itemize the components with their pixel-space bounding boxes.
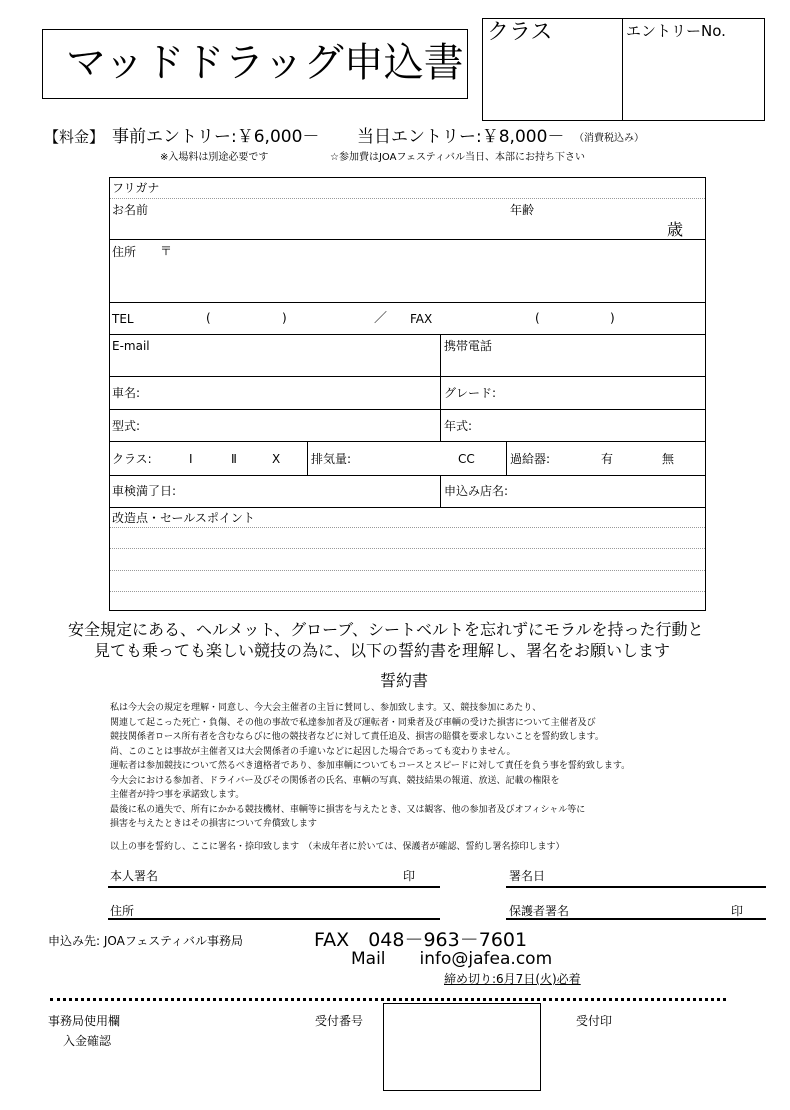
row-divider <box>109 239 706 240</box>
class-entry-divider <box>622 18 623 121</box>
cc-unit: CC <box>458 452 475 466</box>
tel-paren-open: ( <box>206 311 211 325</box>
page-title: マッドドラッグ申込書 <box>66 40 464 86</box>
office-use-label: 事務局使用欄 <box>48 1014 121 1028</box>
signer-address-label: 住所 <box>110 904 135 918</box>
guardian-seal-mark: 印 <box>731 904 744 918</box>
row-divider <box>109 334 706 335</box>
row-divider <box>109 409 706 410</box>
furigana-label: フリガナ <box>112 181 160 195</box>
class-option-3: X <box>272 452 281 466</box>
row-divider <box>109 441 706 442</box>
class-label: クラス <box>487 20 553 45</box>
deadline: 締め切り:6月7日(火)必着 <box>444 972 581 986</box>
guardian-signature-line <box>506 918 766 920</box>
application-form <box>109 177 706 611</box>
col-divider <box>506 441 507 475</box>
modifications-line <box>110 548 705 549</box>
self-seal-mark: 印 <box>403 869 416 883</box>
sign-date-line <box>506 886 766 888</box>
supercharger-label: 過給器: <box>510 452 551 466</box>
fee-note-payment: ☆参加費はJOAフェスティバル当日、本部にお持ち下さい <box>330 152 585 163</box>
age-label: 年齢 <box>510 203 535 217</box>
modifications-line <box>110 527 705 528</box>
age-unit: 歳 <box>667 220 684 239</box>
receipt-no-label: 受付番号 <box>315 1014 364 1028</box>
pledge-line: 尚、このことは事故が主催者又は大会関係者の手違いなどに起因した場合であっても変わりません。 <box>110 746 516 757</box>
displacement-label: 排気量: <box>311 452 352 466</box>
pledge-line: 主催者が持つ事を承諾致します。 <box>110 790 245 800</box>
name-label: お名前 <box>112 203 149 217</box>
pledge-line: 競技関係者ロース所有者を含むならびに他の競技者などに対して責任追及、損害の賠償を要求しないことを誓約致します。 <box>110 732 604 742</box>
postal-mark: 〒 <box>160 244 173 258</box>
modifications-line <box>110 591 705 592</box>
supercharger-yes: 有 <box>601 452 614 466</box>
row-divider <box>109 507 706 508</box>
fax-label: FAX <box>410 312 433 326</box>
contact-fax: FAX 048－963－7601 <box>314 929 528 951</box>
supercharger-no: 無 <box>662 452 675 466</box>
pledge-line: 私は今大会の規定を理解・同意し、今大会主催者の主旨に賛同し、参加致します。又、競技参加にあたり、 <box>110 703 542 713</box>
guardian-signature-label: 保護者署名 <box>509 904 570 918</box>
pledge-body <box>110 701 630 832</box>
receipt-no-box <box>383 1003 541 1091</box>
class-option-2: Ⅱ <box>231 452 237 466</box>
fax-paren-open: ( <box>535 311 540 325</box>
inspection-date-label: 車検満了日: <box>112 484 177 498</box>
entry-no-label: エントリーNo. <box>626 22 726 40</box>
fee-note-admission: ※入場料は別途必要です <box>160 152 269 163</box>
pledge-line: 今大会における参加者、ドライバー及びその関係者の氏名、車輌の写真、競技結果の報道、放送、記載の権限を <box>110 775 560 786</box>
class-option-1: Ⅰ <box>189 452 193 466</box>
grade-label: グレード: <box>444 386 497 400</box>
contact-mail: Mail info@jafea.com <box>351 949 553 969</box>
col-divider <box>440 334 441 441</box>
car-name-label: 車名: <box>112 386 141 400</box>
modifications-label: 改造点・セールスポイント <box>112 511 255 525</box>
pledge-closing: 以上の事を誓約し、ここに署名・捺印致します （未成年者に於いては、保護者が確認、誓約し署名捺印します） <box>110 842 565 852</box>
tel-label: TEL <box>112 312 134 326</box>
col-divider <box>307 441 308 475</box>
furigana-underline <box>110 198 705 199</box>
pledge-line: 運転者は参加競技について然るべき適格者であり、参加車輌についてもコースとスピードに対して責任を負う事を誓約致します。 <box>110 761 631 771</box>
fee-same-day: 当日エントリー:￥8,000－ <box>357 127 565 147</box>
safety-line-1: 安全規定にある、ヘルメット、グローブ、シートベルトを忘れずにモラルを持った行動と <box>68 620 704 639</box>
class-field-label: クラス: <box>112 452 152 466</box>
email-label: E-mail <box>112 339 150 353</box>
tel-fax-slash: ／ <box>374 311 388 326</box>
row-divider <box>109 376 706 377</box>
sign-date-label: 署名日 <box>509 869 546 883</box>
pledge-line: 損害を与えたときはその損害について弁償致します <box>110 819 317 829</box>
pledge-line: 最後に私の過失で、所有にかかる競技機材、車輌等に損害を与えたとき、又は観客、他の参加者及びオフィシャル等に <box>110 804 586 815</box>
receipt-seal-label: 受付印 <box>576 1014 613 1028</box>
fee-advance: 事前エントリー:￥6,000－ <box>112 127 320 147</box>
cut-line <box>50 998 726 1001</box>
safety-line-2: 見ても乗っても楽しい競技の為に、以下の誓約書を理解し、署名をお願いします <box>94 641 671 660</box>
shop-name-label: 申込み店名: <box>444 484 509 498</box>
model-label: 型式: <box>112 419 141 433</box>
self-signature-label: 本人署名 <box>110 869 159 883</box>
self-signature-line <box>108 886 440 888</box>
pledge-line: 関連して起こった死亡・負傷、その他の事故で私達参加者及び運転者・同乗者及び車輌の受けた損害について主催者及び <box>110 717 596 728</box>
tel-paren-close: ) <box>282 311 287 325</box>
address-label: 住所 <box>112 245 137 259</box>
pledge-title: 誓約書 <box>380 671 429 690</box>
col-divider <box>440 475 441 507</box>
fee-tax-note: （消費税込み） <box>574 133 644 144</box>
payment-check-label: 入金確認 <box>63 1034 112 1048</box>
fee-label: 【料金】 <box>44 128 105 146</box>
fax-paren-close: ) <box>610 311 615 325</box>
modifications-line <box>110 570 705 571</box>
row-divider <box>109 475 706 476</box>
contact-to: 申込み先: JOAフェスティバル事務局 <box>48 934 244 948</box>
row-divider <box>109 302 706 303</box>
model-year-label: 年式: <box>444 419 473 433</box>
signer-address-line <box>108 918 440 920</box>
mobile-label: 携帯電話 <box>444 339 493 353</box>
